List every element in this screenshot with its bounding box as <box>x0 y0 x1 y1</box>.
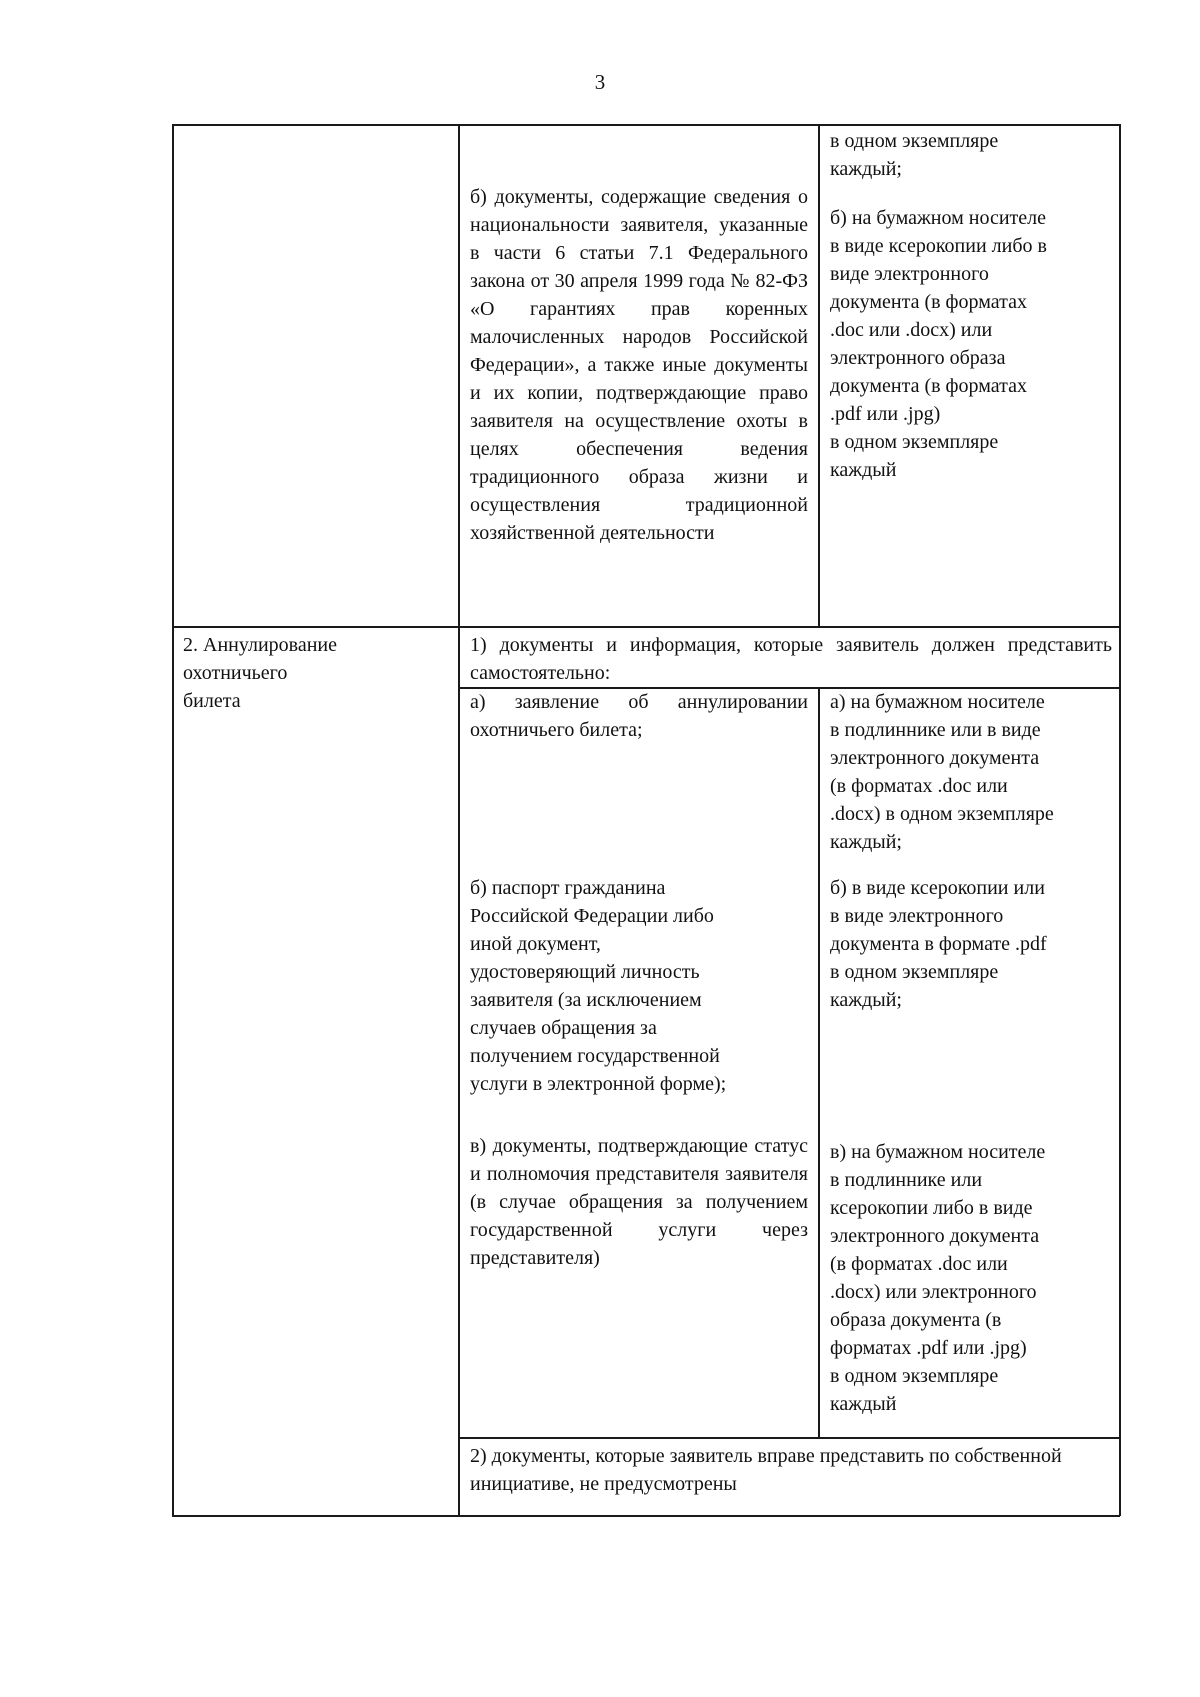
requirement-cell-row1-b: б) документы, содержащие сведения о национальности заявителя, указанные в части 6 статьи 7.1 Федерального закона от 30 апреля 1999 года № 82-ФЗ «О гарантиях прав коренных малочисленных народов Российской Федерации», а также иные документы и их копии, подтверждающие право заявителя на осуществление охоты в целях обеспечения ведения традиционного образа жизни и осуществления традиционной хозяйственной деятельности <box>470 186 808 544</box>
format-cell-c: в) на бумажном носителе в подлиннике или ксерокопии либо в виде электронного документа (в форматах .doc или .docx) или электронного образа документа (в форматах .pdf или .jpg) в одном экземпляре каждый <box>830 1141 1046 1415</box>
format-cell-row1-b: б) на бумажном носителе в виде ксерокопии либо в виде электронного документа (в форматах .doc или .docx) или электронного образа документа (в форматах .pdf или .jpg) в одном экземпляре каждый <box>830 207 1047 481</box>
table-border-bottom <box>172 1515 1120 1517</box>
requirement-cell-c: в) документы, подтверждающие статус и полномочия представителя заявителя (в случае обращения за получением государственной услуги через представителя) <box>470 1135 808 1269</box>
requirement-cell-b: б) паспорт гражданина Российской Федерации либо иной документ, удостоверяющий личность заявителя (за исключением случаев обращения за получением государственной услуги в электронной форме); <box>470 877 727 1095</box>
format-cell-row1-a: в одном экземпляре каждый; <box>830 130 999 180</box>
section-2-cell: 2) документы, которые заявитель вправе представить по собственной инициативе, не предусмотрены <box>470 1445 1062 1495</box>
requirement-cell-a: а) заявление об аннулировании охотничьего билета; <box>470 691 808 741</box>
section-header-cell: 1) документы и информация, которые заявитель должен представить самостоятельно: <box>470 634 1112 684</box>
page-number: 3 <box>594 70 606 94</box>
column-divider-format-top <box>818 124 820 627</box>
format-cell-a: а) на бумажном носителе в подлиннике или в виде электронного документа (в форматах .doc или .docx) в одном экземпляре каждый; <box>830 691 1054 853</box>
format-cell-b: б) в виде ксерокопии или в виде электронного документа в формате .pdf в одном экземпляре каждый; <box>830 877 1047 1011</box>
service-name-cell: 2. Аннулирование охотничьего билета <box>183 634 337 712</box>
column-divider-service <box>458 124 460 1516</box>
table-border-left <box>172 124 174 1516</box>
table-border-top <box>172 124 1120 126</box>
column-divider-format-bottom <box>818 688 820 1437</box>
row-divider-1 <box>172 626 1120 628</box>
table-border-right <box>1119 124 1121 1516</box>
row-divider-section-2 <box>458 1437 1120 1439</box>
